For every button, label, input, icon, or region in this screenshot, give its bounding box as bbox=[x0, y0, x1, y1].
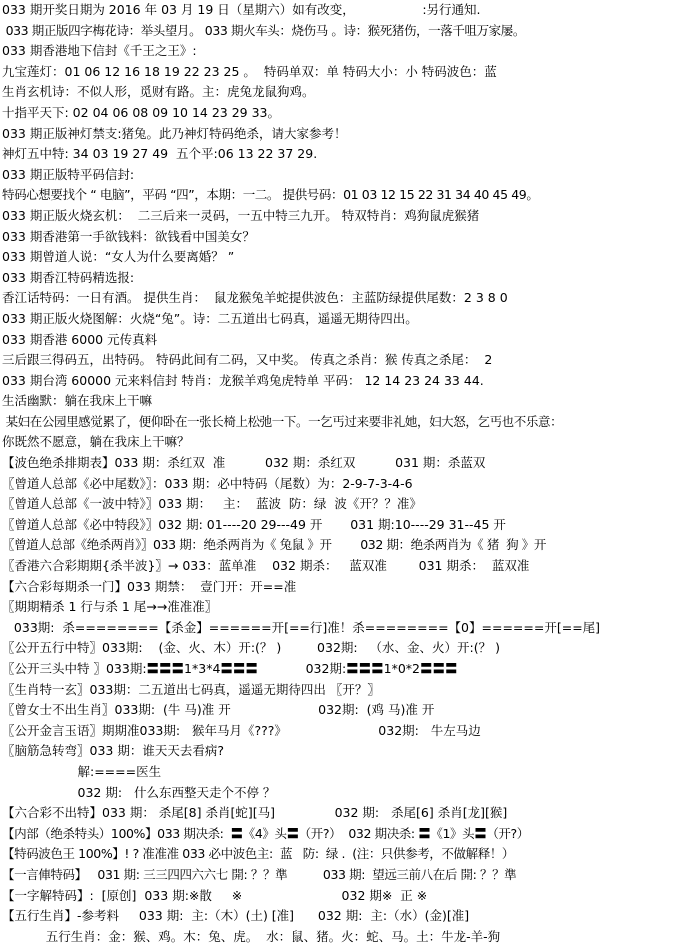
text-line: 〖曾道人总部《绝杀两肖》〗033 期：绝杀两肖为《 兔鼠 》开 032 期：绝杀两肖为《 猪 狗 》开 bbox=[2, 537, 546, 553]
text-line: 〖曾女士不出生肖〗033期: (牛 马)准 开 032期: (鸡 马)准 开 bbox=[2, 702, 435, 718]
text-line: 033 期台湾 60000 元来料信封 特肖：龙猴羊鸡兔虎特单 平码： 12 14 23 24 33 44. bbox=[2, 372, 484, 388]
text-line: 033期: 杀========【杀金】======开[==行]准！杀========【0】======开[==尾] bbox=[2, 619, 601, 635]
text-line: 三后跟三得码五，出特码。 特码此间有二码，又中奖。 传真之杀肖：猴 传真之杀尾： 2 bbox=[2, 352, 493, 368]
text-line: 〖脑筋急转弯〗033 期：谁天天去看病? bbox=[2, 743, 224, 759]
text-line: 香江话特码：一日有酒。 提供生肖： 鼠龙猴兔羊蛇提供波色：主蓝防绿提供尾数：2 3 8 0 bbox=[2, 290, 508, 306]
text-line: 【一字解特码】: [原创] 033 期:※散 ※ 032 期※ 正 ※ bbox=[2, 887, 428, 903]
text-line: 你既然不愿意，躺在我床上干嘛？ bbox=[2, 434, 190, 450]
text-line: 神灯五中特: 34 03 19 27 49 五个平:06 13 22 37 29. bbox=[2, 146, 318, 162]
text-line: 〖公开三头中特 〗033期:〓〓〓1*3*4〓〓〓 032期:〓〓〓1*0*2〓〓〓 bbox=[2, 661, 458, 676]
text-line: 033 期香港地下信封《千王之王》: bbox=[2, 43, 197, 59]
text-line: 〖曾道人总部《必中尾数》〗：033 期：必中特码（尾数）为：2-9-7-3-4-6 bbox=[2, 475, 413, 491]
text-line: 【五行生肖】-参考料 033 期: 主:（木）(土) [准] 032 期: 主:（水）(金)[准] bbox=[2, 908, 470, 924]
text-line: 〖期期精杀 1 行与杀 1 尾→→准准准〗 bbox=[2, 599, 218, 615]
text-line: 【特码波色王 100%】! ? 准准准 033 必中波色主: 蓝 防: 绿 . (注：只供参考，不做解释！） bbox=[2, 846, 515, 862]
text-line: 033 期香港 6000 元传真料 bbox=[2, 331, 158, 347]
text-line: 033 期曾道人说：“女人为什么要离婚？ ” bbox=[2, 249, 235, 265]
text-line: 033 期香港第一手欲钱料：欲钱看中国美女？ bbox=[2, 228, 255, 244]
text-line: 【六合彩不出特】033 期： 杀尾[8] 杀肖[蛇][马] 032 期: 杀尾[6] 杀肖[龙][猴] bbox=[2, 805, 508, 821]
text-line: 〖生肖特一玄〗033期：二五道出七码真，遥遥无期待四出 〖开？〗 bbox=[2, 681, 380, 697]
text-line: 〖曾道人总部《一波中特》〗033 期： 主： 蓝波 防：绿 波《开？？准》 bbox=[2, 496, 422, 512]
text-line: 〖公开金言玉语〗期期准033期: 猴年马月《???》 032期: 牛左马边 bbox=[2, 722, 481, 738]
text-line: 032 期: 什么东西整天走个不停 ？ bbox=[2, 784, 276, 800]
text-line: 特码心想要找个 “ 电脑”，平码 “四”，本期：一二。 提供号码：01 03 12 15 22 31 34 40 45 49。 bbox=[2, 187, 539, 203]
text-line: 033 期开奖日期为 2016 年 03 月 19 日（星期六）如有改变， :另行通知. bbox=[2, 2, 481, 17]
text-line: 【六合彩每期杀一门】033 期禁： 壹门开：开==准 bbox=[2, 578, 297, 594]
text-line: 033 期正版特平码信封: bbox=[2, 166, 135, 182]
text-line: 解:====医生 bbox=[2, 763, 162, 779]
text-line: 【一言俥特码】 031 期: 三三四四六六七 開: ？？準 033 期: 望远三前八在后 開: ？？準 bbox=[2, 866, 517, 882]
text-line: 九宝莲灯：01 06 12 16 18 19 22 23 25 。 特码单双：单 特码大小：小 特码波色：蓝 bbox=[2, 63, 497, 79]
text-line: 033 期正版神灯禁支:猪兔。此乃神灯特码绝杀，请大家参考！ bbox=[2, 125, 347, 141]
text-line: 033 期正版火烧图解：火烧“兔”。诗：二五道出七码真，遥遥无期待四出。 bbox=[2, 310, 418, 326]
text-line: 〖公开五行中特〗033期: (金、火、木）开:(？ ) 032期: （水、金、火）开:(？ ) bbox=[2, 640, 500, 656]
text-line: 〖曾道人总部《必中特段》〗032 期: 01----20 29---49 开 031 期:10----29 31--45 开 bbox=[2, 516, 506, 532]
text-line: 〖香港六合彩期期{杀半波}〗→ 033：蓝单准 032 期杀： 蓝双准 031 期杀： 蓝双准 bbox=[2, 558, 530, 574]
text-line: 【波色绝杀排期表】033 期：杀红双 准 032 期：杀红双 031 期：杀蓝双 bbox=[2, 455, 486, 471]
text-line: 【内部（绝杀特头）100%】033 期决杀: 〓《4》头〓（开?） 032 期决杀: 〓《1》头〓（开?） bbox=[2, 825, 529, 841]
text-line: 033 期正版四字梅花诗：举头望月。 033 期火车头：烧伤马 。诗：猴死猪伤，一落千咀万家屡。 bbox=[2, 22, 525, 38]
text-line: 033 期正版火烧玄机： 二三后来一灵码，一五中特三九开。 特双特肖：鸡狗鼠虎猴猪 bbox=[2, 207, 480, 223]
text-line: 五行生肖：金：猴、鸡。木：兔、虎。 水：鼠、猪。火：蛇、马。土：牛龙-羊-狗 bbox=[2, 928, 501, 944]
text-line: 十指平天下: 02 04 06 08 09 10 14 23 29 33。 bbox=[2, 104, 281, 120]
text-line: 生活幽默：躺在我床上干嘛 bbox=[2, 393, 153, 409]
text-line: 某妇在公园里感觉累了，便仰卧在一张长椅上松弛一下。一乞丐过来要非礼她，妇大怒，乞丐也不乐意： bbox=[2, 413, 563, 429]
text-line: 033 期香江特码精选报: bbox=[2, 269, 135, 285]
text-line: 生肖玄机诗：不似人形，觅财有路。主：虎兔龙鼠狗鸡。 bbox=[2, 84, 315, 100]
